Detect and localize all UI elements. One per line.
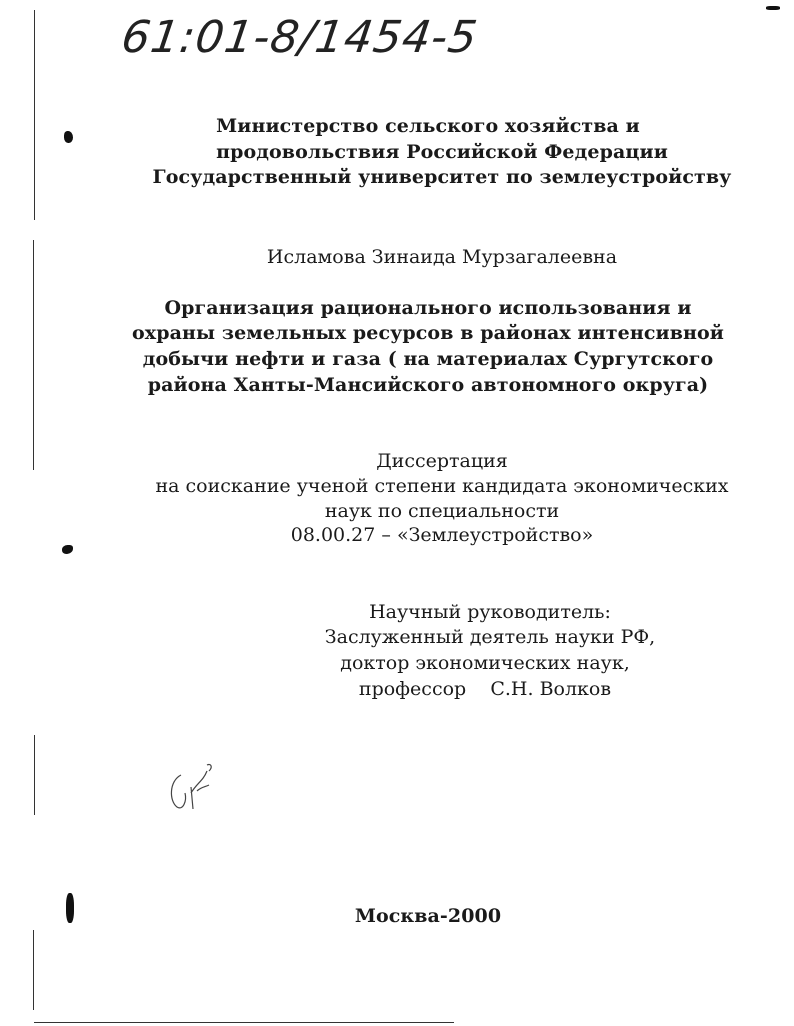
scan-speck [766, 6, 780, 10]
handwritten-initials [163, 757, 223, 817]
document-type: Диссертация [376, 450, 508, 472]
dissertation-title-line-1: Организация рационального использования и [164, 297, 692, 319]
scan-margin-line-left [34, 735, 35, 815]
ministry-header-line-1: Министерство сельского хозяйства и [216, 115, 640, 137]
author-name: Исламова Зинаида Мурзагалеевна [266, 246, 618, 268]
supervisor-title: Заслуженный деятель науки РФ, [324, 626, 656, 648]
university-name: Государственный университет по землеустройству [152, 166, 732, 188]
dissertation-title-line-3: добычи нефти и газа ( на материалах Сургутского [142, 348, 714, 370]
ministry-header-line-2: продовольствия Российской Федерации [216, 141, 668, 163]
supervisor-name: профессор С.Н. Волков [358, 678, 612, 700]
degree-line-3: наук по специальности [324, 500, 560, 522]
specialty-code: 08.00.27 – «Землеустройство» [290, 524, 594, 546]
scan-margin-line-bottom [34, 1022, 454, 1023]
supervisor-label: Научный руководитель: [369, 601, 611, 623]
degree-line-2: на соискание ученой степени кандидата экономических [155, 475, 729, 497]
supervisor-degree: доктор экономических наук, [340, 652, 630, 674]
city-year: Москва-2000 [354, 905, 502, 927]
scan-margin-line-left [33, 930, 34, 1010]
dissertation-title-line-2: охраны земельных ресурсов в районах интенсивной [132, 322, 724, 344]
dissertation-title-line-4: района Ханты-Мансийского автономного округа) [147, 374, 709, 396]
binding-hole-mark [62, 545, 73, 554]
handwritten-archive-code: 61:01-8/1454-5 [118, 12, 481, 63]
